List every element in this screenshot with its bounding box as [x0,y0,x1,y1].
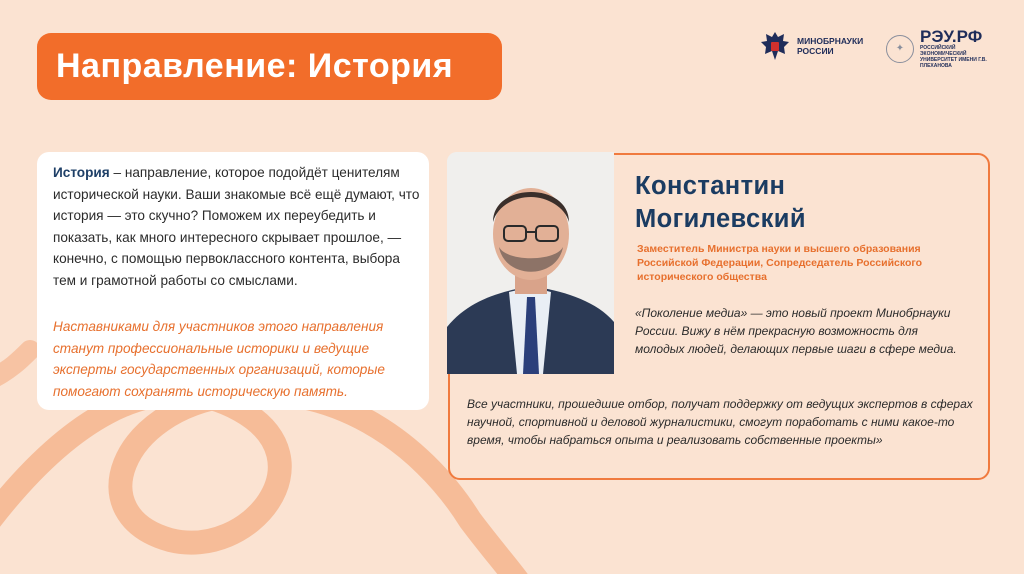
speaker-position: Заместитель Министра науки и высшего образования Российской Федерации, Сопредседатель Российского исторического общества [637,243,923,283]
section-title-banner [37,33,502,100]
speaker-photo [447,152,614,374]
speaker-portrait-image [447,152,614,374]
ministry-logo [758,28,863,64]
speaker-quote-part2: Все участники, прошедшие отбор, получат поддержку от ведущих экспертов в сферах научной, спортивной и деловой журналистики, смогут поработать с ними какое-то время, чтобы набраться опыта и реализовать собственные проекты» [467,397,973,447]
direction-description-card [37,152,429,410]
direction-intro: – направление, которое подойдёт ценителям исторической науки. Ваши знакомые всё ещё думают, что история — это скучно? Поможем их переубедить и показать, как много интересного скрывает прошлое, — конечно, с помощью первоклассного контента, выбора тем и грамотной работы со смыслами. [53,165,420,288]
direction-description [53,162,423,291]
direction-term: История [53,165,110,180]
ministry-name-line1: МИНОБРНАУКИ [797,36,864,46]
speaker-quote-part1: «Поколение медиа» — это новый проект Минобрнауки России. Вижу в нём прекрасную возможность для молодых людей, делающих первые шаги в сфере медиа. [635,306,957,356]
speaker-last-name: Могилевский [635,205,806,233]
university-seal-icon: ✦ [886,35,914,63]
speaker-first-name: Константин [635,172,786,200]
double-headed-eagle-icon [758,28,792,64]
university-logo [886,28,998,69]
university-name: РЭУ.РФ [920,27,983,46]
university-subtitle: РОССИЙСКИЙ ЭКОНОМИЧЕСКИЙ УНИВЕРСИТЕТ ИМЕНИ Г.В. ПЛЕХАНОВА [920,45,987,69]
ministry-name-line2: РОССИИ [797,46,834,56]
page-title: Направление: История [56,47,454,85]
speaker-name [635,170,975,236]
partner-logos [758,28,998,68]
mentors-description: Наставниками для участников этого направления станут профессиональные историки и ведущие эксперты государственных организаций, которые помогают сохранять историческую память. [53,319,385,399]
